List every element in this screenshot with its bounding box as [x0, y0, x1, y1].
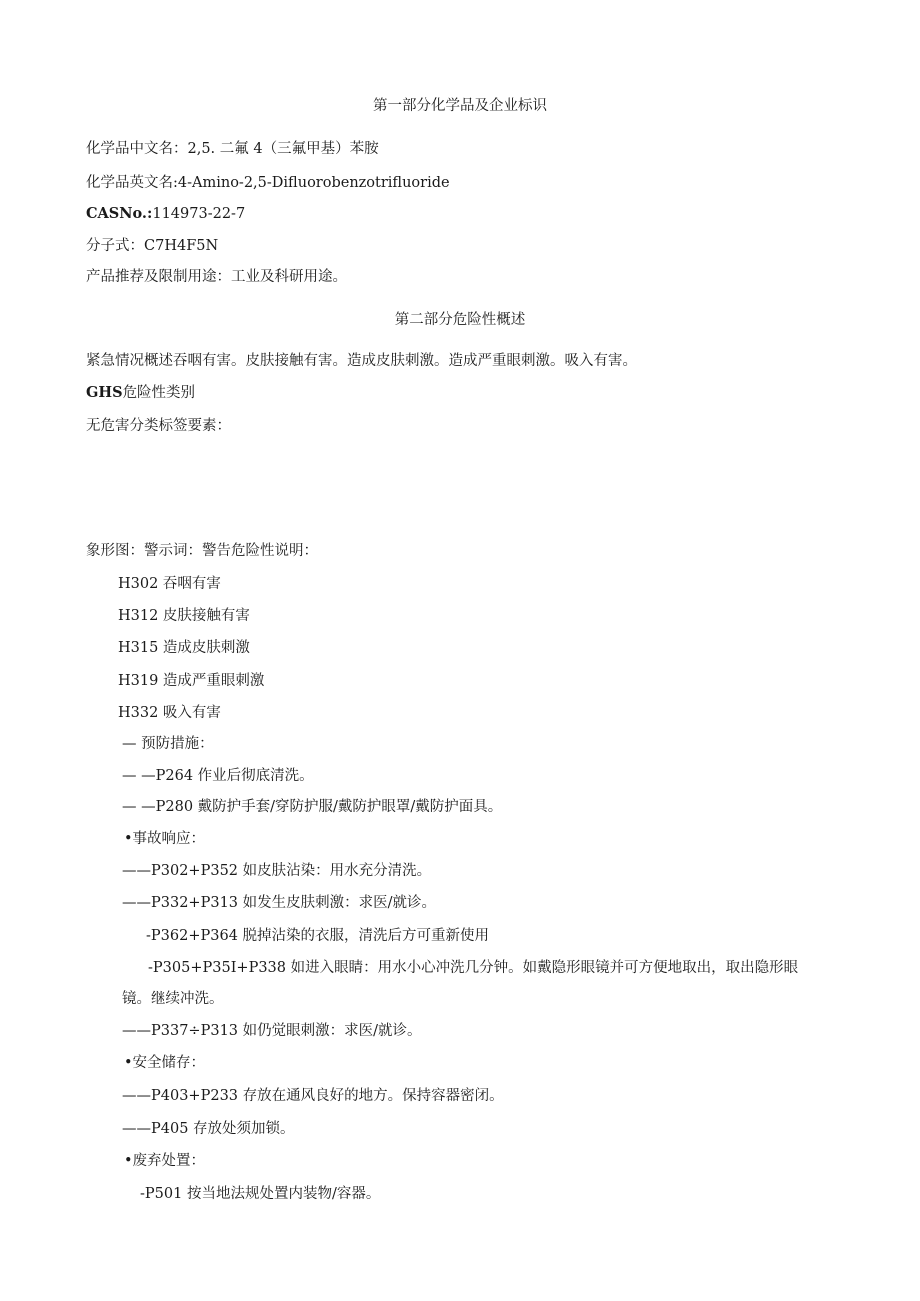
- section-2-heading: 第二部分危险性概述: [394, 312, 526, 328]
- p332-statement: ——P332+P313 如发生皮肤刺激：求医/就诊。: [122, 895, 437, 911]
- pictogram-signal-word-line: 象形图：警示词：警告危险性说明：: [86, 543, 318, 559]
- cas-label: CASNo.:: [86, 205, 153, 222]
- p501-statement: -P501 按当地法规处置内装物/容器。: [140, 1186, 381, 1202]
- response-title: •事故响应：: [124, 831, 206, 847]
- h-statement: H319 造成严重眼刺激: [118, 673, 265, 689]
- emergency-overview: 紧急情况概述吞咽有害。皮肤接触有害。造成皮肤刺激。造成严重眼刺激。吸入有害。: [86, 353, 637, 369]
- ghs-label: GHS: [86, 384, 123, 401]
- p405-statement: ——P405 存放处须加锁。: [122, 1121, 295, 1137]
- p305-statement-continued: 镜。继续冲洗。: [122, 991, 224, 1007]
- chemical-english-name: 化学品英文名:4-Amino-2,5-Difluorobenzotrifluoride: [86, 175, 450, 191]
- h-statement: H332 吸入有害: [118, 705, 221, 721]
- cas-number: [86, 204, 245, 224]
- section-1-heading: 第一部分化学品及企业标识: [373, 98, 547, 114]
- p337-statement: ——P337÷P313 如仍觉眼刺激：求医/就诊。: [122, 1023, 422, 1039]
- ghs-category: [86, 383, 195, 403]
- chemical-chinese-name: 化学品中文名：2,5. 二氟 4（三氟甲基）苯胺: [86, 141, 379, 157]
- p305-statement: -P305+P35I+P338 如进入眼睛：用水小心冲洗几分钟。如戴隐形眼镜并可方便地取出，取出隐形眼: [148, 960, 799, 976]
- p264-statement: — —P264 作业后彻底清洗。: [122, 768, 314, 784]
- cas-value: 114973-22-7: [152, 206, 246, 222]
- h-statement: H312 皮肤接触有害: [118, 608, 250, 624]
- p403-statement: ——P403+P233 存放在通风良好的地方。保持容器密闭。: [122, 1088, 504, 1104]
- h-statement: H302 吞咽有害: [118, 576, 221, 592]
- storage-title: •安全储存：: [124, 1055, 206, 1071]
- prevention-title: — 预防措施：: [122, 736, 214, 752]
- ghs-text: 危险性类别: [122, 385, 196, 401]
- disposal-title: •废弃处置：: [124, 1153, 206, 1169]
- p302-statement: ——P302+P352 如皮肤沾染：用水充分清洗。: [122, 863, 432, 879]
- no-hazard-label-elements: 无危害分类标签要素：: [86, 418, 231, 434]
- recommended-usage: 产品推荐及限制用途：工业及科研用途。: [86, 269, 347, 285]
- p280-statement: — —P280 戴防护手套/穿防护服/戴防护眼罩/戴防护面具。: [122, 799, 503, 815]
- h-statement: H315 造成皮肤刺激: [118, 640, 250, 656]
- molecular-formula: 分子式：C7H4F5N: [86, 238, 219, 254]
- p362-statement: -P362+P364 脱掉沾染的衣服，清洗后方可重新使用: [146, 928, 490, 944]
